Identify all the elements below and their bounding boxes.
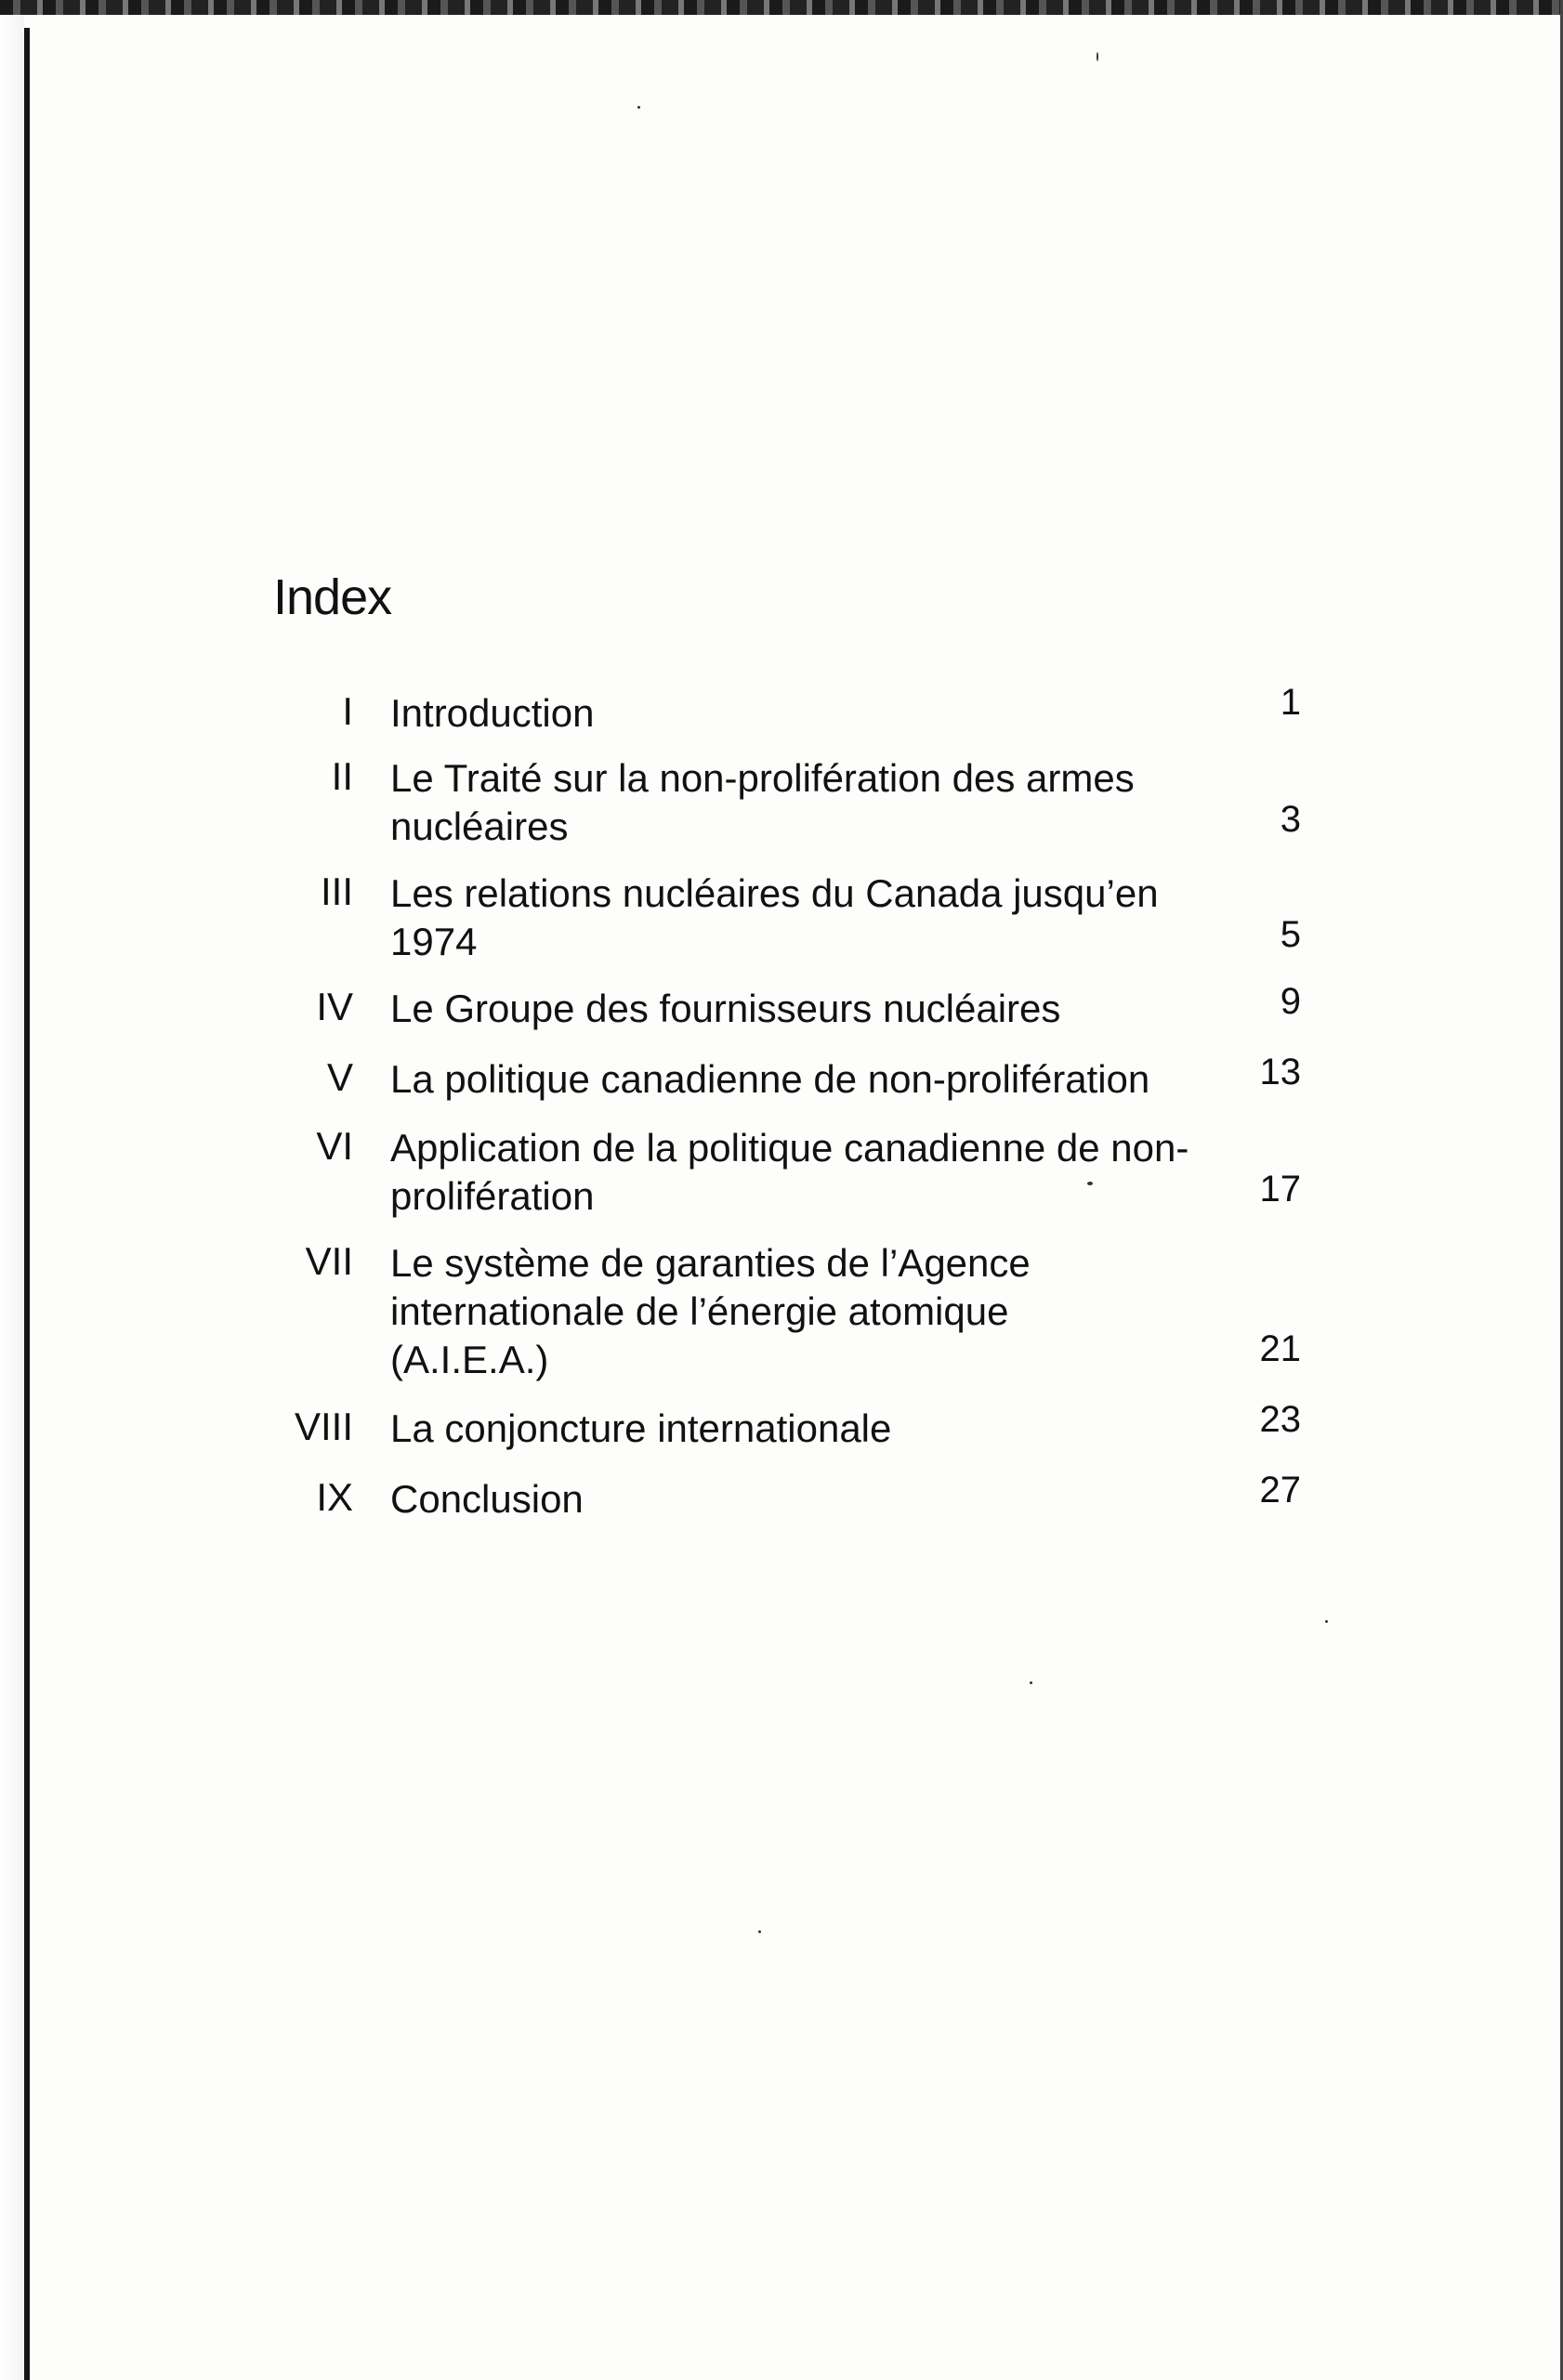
toc-title: La politique canadienne de non-prolifération [390,1057,1150,1101]
toc-page-number: 13 [1259,1052,1301,1092]
toc-numeral: VI [316,1124,353,1168]
toc-page-number: 3 [1280,799,1301,840]
toc-page-number: 23 [1259,1399,1301,1440]
toc-numeral: IV [316,985,353,1028]
toc-title: Application de la politique canadienne de non-prolifération [390,1126,1189,1218]
toc-title: Conclusion [390,1477,584,1521]
toc-numeral: VII [305,1239,353,1283]
toc-numeral: VIII [294,1405,353,1448]
toc-title: Introduction [390,691,595,735]
toc-page-number: 27 [1259,1470,1301,1510]
toc-numeral: V [326,1055,353,1099]
toc-numeral: III [320,870,353,913]
toc-page-number: 17 [1259,1169,1301,1210]
toc-page-number: 1 [1280,682,1301,723]
toc-title: Les relations nucléaires du Canada jusqu’en 1974 [390,871,1159,963]
toc-title: Le Groupe des fournisseurs nucléaires [390,987,1061,1030]
toc-numeral: I [342,689,353,733]
toc-numeral: II [331,754,353,798]
toc-numeral: IX [316,1475,353,1519]
toc-page-number: 21 [1259,1328,1301,1369]
toc-title: Le Traité sur la non-prolifération des armes nucléaires [390,756,1135,848]
toc-title: La conjoncture internationale [390,1406,892,1450]
toc-page-number: 9 [1280,981,1301,1022]
toc-page-number: 5 [1280,914,1301,955]
toc-title: Le système de garanties de l’Agence internationale de l’énergie atomique (A.I.E.A.) [390,1241,1031,1381]
page-title: Index [273,569,392,625]
